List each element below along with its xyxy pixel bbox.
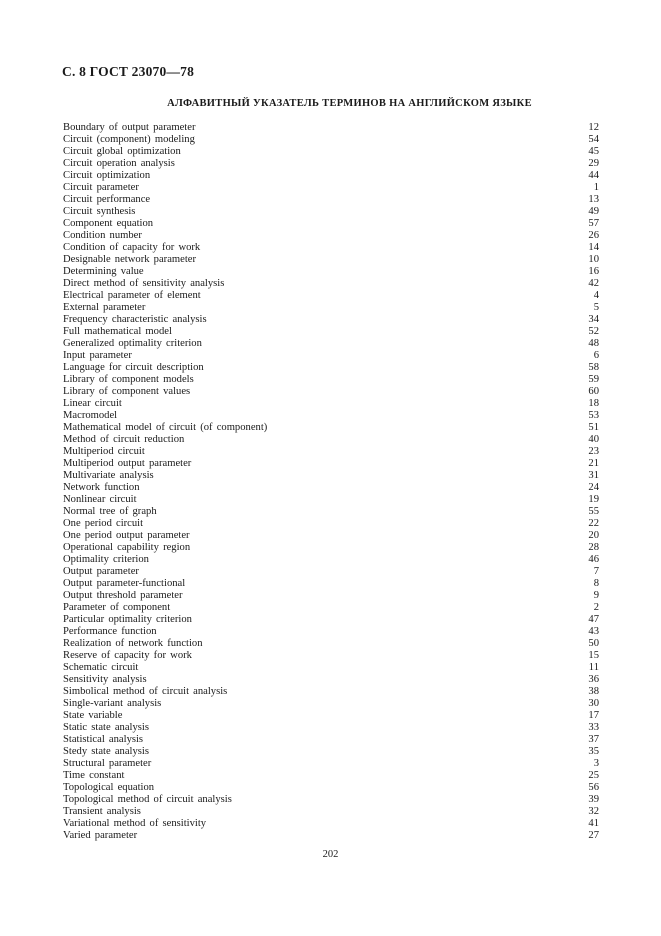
entry-page-number: 13 (588, 194, 599, 205)
entry-term: Condition of capacity for work (63, 242, 201, 253)
index-entry (63, 206, 599, 218)
entry-page-number: 35 (588, 746, 599, 757)
entry-page-number: 27 (588, 830, 599, 841)
index-entry (63, 722, 599, 734)
entry-page-number: 42 (588, 278, 599, 289)
entry-page-number: 12 (588, 122, 599, 133)
entry-term: Component equation (63, 218, 154, 229)
index-entry (63, 350, 599, 362)
entry-term: Output threshold parameter (63, 590, 183, 601)
index-entry (63, 314, 599, 326)
entry-page-number: 25 (588, 770, 599, 781)
entry-page-number: 6 (593, 350, 599, 361)
index-entry (63, 266, 599, 278)
entry-page-number: 20 (588, 530, 599, 541)
entry-term: Network function (63, 482, 140, 493)
entry-term: Multivariate analysis (63, 470, 154, 481)
index-entry (63, 566, 599, 578)
entry-page-number: 1 (593, 182, 599, 193)
entry-page-number: 30 (588, 698, 599, 709)
index-entry (63, 146, 599, 158)
entry-page-number: 3 (593, 758, 599, 769)
index-entry (63, 170, 599, 182)
index-entry (63, 554, 599, 566)
page-header: С. 8 ГОСТ 23070—78 (62, 64, 195, 79)
index-entry (63, 782, 599, 794)
entry-page-number: 39 (588, 794, 599, 805)
index-entry (63, 518, 599, 530)
index-entry (63, 686, 599, 698)
index-entry (63, 422, 599, 434)
entry-term: Multiperiod output parameter (63, 458, 192, 469)
index-entry (63, 770, 599, 782)
entry-page-number: 22 (588, 518, 599, 529)
index-entry (63, 230, 599, 242)
index-entry (63, 470, 599, 482)
index-entry (63, 362, 599, 374)
entry-page-number: 44 (588, 170, 599, 181)
entry-page-number: 28 (588, 542, 599, 553)
entry-term: Static state analysis (63, 722, 149, 733)
index-entry (63, 746, 599, 758)
page-number: 202 (322, 849, 339, 860)
entry-term: Circuit global optimization (63, 146, 181, 157)
index-entry (63, 506, 599, 518)
entry-term: Transient analysis (63, 806, 141, 817)
entry-page-number: 31 (588, 470, 599, 481)
entry-term: Electrical parameter of element (63, 290, 201, 301)
index-entry (63, 578, 599, 590)
entry-term: Particular optimality criterion (63, 614, 192, 625)
entry-page-number: 5 (593, 302, 599, 313)
entry-term: Realization of network function (63, 638, 203, 649)
entry-term: Full mathematical model (63, 326, 172, 337)
entry-term: Operational capability region (63, 542, 191, 553)
entry-page-number: 32 (588, 806, 599, 817)
entry-page-number: 16 (588, 266, 599, 277)
entry-term: Linear circuit (63, 398, 122, 409)
index-entry (63, 590, 599, 602)
entry-term: Structural parameter (63, 758, 152, 769)
entry-term: Circuit performance (63, 194, 151, 205)
index-entry (63, 278, 599, 290)
index-entry (63, 734, 599, 746)
entry-term: Input parameter (63, 350, 132, 361)
entry-term: Method of circuit reduction (63, 434, 185, 445)
index-entry (63, 494, 599, 506)
entry-term: Stedy state analysis (63, 746, 149, 757)
index-entry (63, 374, 599, 386)
entry-page-number: 56 (588, 782, 599, 793)
entry-term: Condition number (63, 230, 142, 241)
entry-term: Sensitivity analysis (63, 674, 147, 685)
index-entry (63, 482, 599, 494)
entry-term: Reserve of capacity for work (63, 650, 192, 661)
entry-page-number: 14 (588, 242, 599, 253)
entry-page-number: 10 (588, 254, 599, 265)
entry-page-number: 17 (588, 710, 599, 721)
entry-term: Direct method of sensitivity analysis (63, 278, 225, 289)
entry-page-number: 38 (588, 686, 599, 697)
entry-page-number: 8 (593, 578, 599, 589)
entry-page-number: 54 (588, 134, 599, 145)
index-entry (63, 446, 599, 458)
index-entry (63, 386, 599, 398)
index-entry (63, 242, 599, 254)
index-entry (63, 134, 599, 146)
entry-term: Parameter of component (63, 602, 171, 613)
entry-page-number: 43 (588, 626, 599, 637)
entry-page-number: 21 (588, 458, 599, 469)
entry-term: One period output parameter (63, 530, 190, 541)
entry-page-number: 15 (588, 650, 599, 661)
entry-page-number: 4 (593, 290, 599, 301)
entry-page-number: 45 (588, 146, 599, 157)
index-entry (63, 194, 599, 206)
entry-term: Normal tree of graph (63, 506, 157, 517)
entry-page-number: 55 (588, 506, 599, 517)
index-entry (63, 614, 599, 626)
entry-page-number: 34 (588, 314, 599, 325)
entry-term: Varied parameter (63, 830, 138, 841)
entry-term: Determining value (63, 266, 144, 277)
index-entry (63, 458, 599, 470)
entry-page-number: 47 (588, 614, 599, 625)
entry-term: Circuit (component) modeling (63, 134, 195, 145)
entry-page-number: 49 (588, 206, 599, 217)
index-entry (63, 698, 599, 710)
index-entry (63, 302, 599, 314)
entry-term: Nonlinear circuit (63, 494, 137, 505)
entry-page-number: 41 (588, 818, 599, 829)
index-entry (63, 806, 599, 818)
index-entry (63, 218, 599, 230)
entry-term: Mathematical model of circuit (of component) (63, 422, 268, 433)
entry-term: Library of component models (63, 374, 194, 385)
entry-term: Single-variant analysis (63, 698, 162, 709)
entry-term: Output parameter-functional (63, 578, 186, 589)
entry-page-number: 23 (588, 446, 599, 457)
entry-page-number: 24 (588, 482, 599, 493)
index-entry (63, 410, 599, 422)
entry-term: Statistical analysis (63, 734, 144, 745)
entry-page-number: 60 (588, 386, 599, 397)
index-entry (63, 830, 599, 842)
entry-term: Optimality criterion (63, 554, 149, 565)
index-entry (63, 254, 599, 266)
entry-page-number: 53 (588, 410, 599, 421)
entry-page-number: 19 (588, 494, 599, 505)
entry-term: Circuit synthesis (63, 206, 136, 217)
entry-term: Macromodel (63, 410, 118, 421)
entry-page-number: 51 (588, 422, 599, 433)
index-entry (63, 530, 599, 542)
index-entry (63, 434, 599, 446)
entry-term: Output parameter (63, 566, 139, 577)
entry-term: Variational method of sensitivity (63, 818, 207, 829)
index-entry (63, 290, 599, 302)
index-entry (63, 710, 599, 722)
index-entry (63, 626, 599, 638)
entry-term: Boundary of output parameter (63, 122, 196, 133)
entry-page-number: 59 (588, 374, 599, 385)
entry-term: State variable (63, 710, 123, 721)
entry-page-number: 29 (588, 158, 599, 169)
entry-term: Library of component values (63, 386, 191, 397)
entry-term: Time constant (63, 770, 125, 781)
entry-page-number: 40 (588, 434, 599, 445)
entry-term: Frequency characteristic analysis (63, 314, 207, 325)
entry-term: Topological method of circuit analysis (63, 794, 232, 805)
index-entry (63, 158, 599, 170)
entry-page-number: 50 (588, 638, 599, 649)
entry-term: Circuit operation analysis (63, 158, 175, 169)
index-list (63, 122, 599, 842)
index-entry (63, 794, 599, 806)
entry-term: Multiperiod circuit (63, 446, 145, 457)
index-entry (63, 758, 599, 770)
index-entry (63, 650, 599, 662)
index-entry (63, 542, 599, 554)
index-entry (63, 818, 599, 830)
entry-page-number: 33 (588, 722, 599, 733)
entry-page-number: 9 (593, 590, 599, 601)
entry-page-number: 52 (588, 326, 599, 337)
entry-term: Language for circuit description (63, 362, 204, 373)
entry-term: External parameter (63, 302, 146, 313)
index-entry (63, 398, 599, 410)
index-entry (63, 662, 599, 674)
entry-page-number: 37 (588, 734, 599, 745)
entry-page-number: 57 (588, 218, 599, 229)
index-entry (63, 338, 599, 350)
index-entry (63, 674, 599, 686)
entry-page-number: 2 (593, 602, 599, 613)
entry-term: Schematic circuit (63, 662, 139, 673)
entry-term: Simbolical method of circuit analysis (63, 686, 228, 697)
entry-page-number: 11 (588, 662, 599, 673)
index-title: АЛФАВИТНЫЙ УКАЗАТЕЛЬ ТЕРМИНОВ НА АНГЛИЙСКОМ ЯЗЫКЕ (167, 98, 532, 109)
entry-page-number: 36 (588, 674, 599, 685)
entry-term: Circuit optimization (63, 170, 151, 181)
entry-term: Generalized optimality criterion (63, 338, 202, 349)
entry-page-number: 46 (588, 554, 599, 565)
entry-term: Topological equation (63, 782, 155, 793)
index-entry (63, 602, 599, 614)
index-entry (63, 182, 599, 194)
entry-page-number: 7 (593, 566, 599, 577)
entry-page-number: 18 (588, 398, 599, 409)
index-entry (63, 122, 599, 134)
entry-page-number: 58 (588, 362, 599, 373)
entry-page-number: 26 (588, 230, 599, 241)
entry-page-number: 48 (588, 338, 599, 349)
entry-term: Circuit parameter (63, 182, 139, 193)
entry-term: Designable network parameter (63, 254, 197, 265)
entry-term: One period circuit (63, 518, 144, 529)
index-entry (63, 326, 599, 338)
entry-term: Performance function (63, 626, 157, 637)
index-entry (63, 638, 599, 650)
